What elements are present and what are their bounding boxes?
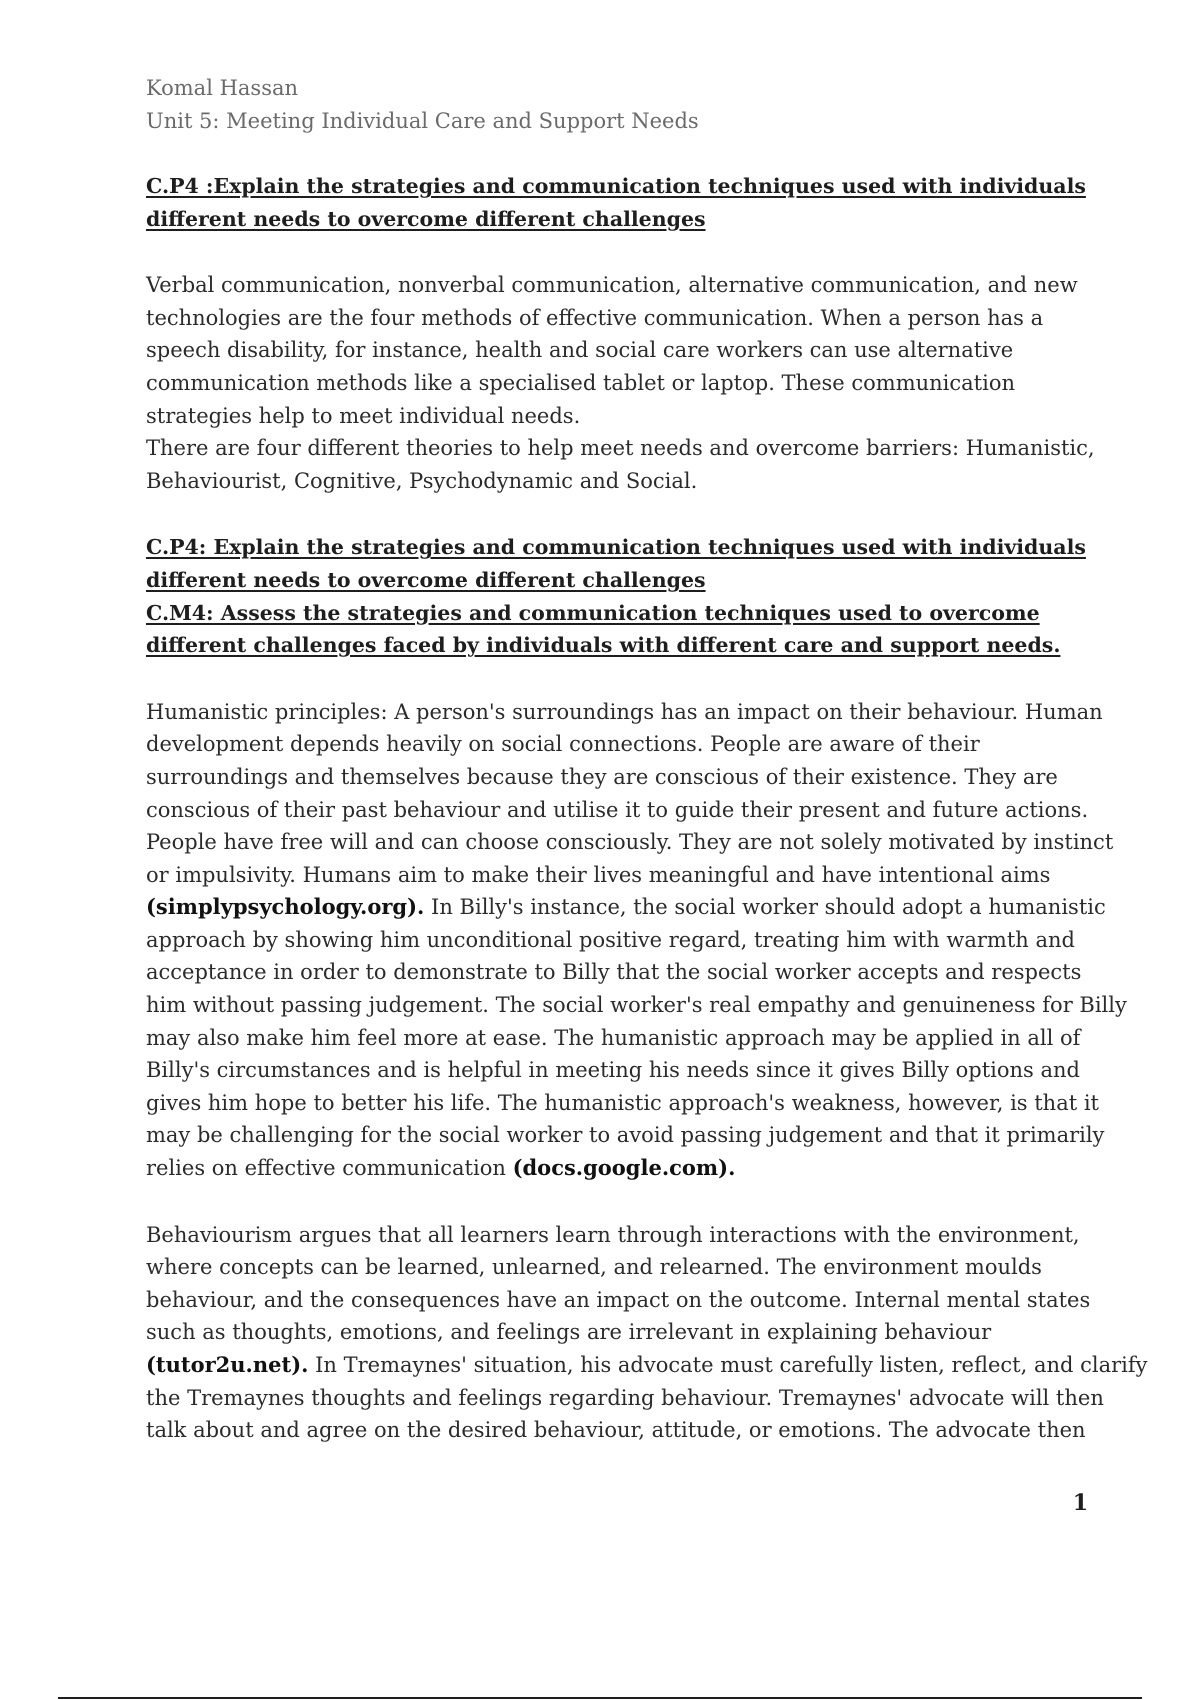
paragraph-line: Humanistic principles: A person's surroundings has an impact on their behaviour. Human [146,699,1103,724]
author-name: Komal Hassan [146,76,299,100]
section-2-heading [146,531,1096,661]
citation-simplypsychology: (simplypsychology.org). [146,894,425,920]
paragraph-line: conscious of their past behaviour and utilise it to guide their present and future actions. [146,797,1089,822]
paragraph-line: behaviour, and the consequences have an impact on the outcome. Internal mental states [146,1287,1091,1312]
document-page [146,72,1148,1447]
heading-line: C.M4: Assess the strategies and communication techniques used to overcome [146,600,1040,625]
paragraph-line: technologies are the four methods of effective communication. When a person has a [146,305,1044,330]
paragraph-line: There are four different theories to help meet needs and overcome barriers: Humanistic, [146,436,1095,461]
paragraph-line: Behaviourism argues that all learners learn through interactions with the environment, [146,1222,1080,1247]
paragraph-line: the Tremaynes thoughts and feelings regarding behaviour. Tremaynes' advocate will then [146,1385,1104,1410]
paragraph-line: talk about and agree on the desired behaviour, attitude, or emotions. The advocate then [146,1418,1086,1443]
paragraph-line: may be challenging for the social worker to avoid passing judgement and that it primarily [146,1123,1105,1148]
paragraph-line: acceptance in order to demonstrate to Billy that the social worker accepts and respects [146,960,1082,985]
heading-line: different needs to overcome different challenges [146,567,706,592]
paragraph-line: gives him hope to better his life. The humanistic approach's weakness, however, is that it [146,1090,1099,1115]
unit-title: Unit 5: Meeting Individual Care and Support Needs [146,109,699,133]
paragraph-line: People have free will and can choose consciously. They are not solely motivated by instinct [146,830,1114,855]
paragraph-line: Billy's circumstances and is helpful in meeting his needs since it gives Billy options and [146,1058,1080,1083]
paragraph-line [146,1152,1096,1185]
paragraph-line: or impulsivity. Humans aim to make their lives meaningful and have intentional aims [146,862,1051,887]
paragraph-line: such as thoughts, emotions, and feelings are irrelevant in explaining behaviour [146,1320,992,1345]
paragraph-line [146,1349,1148,1382]
paragraph-text: relies on effective communication [146,1156,513,1181]
paragraph-line: speech disability, for instance, health and social care workers can use alternative [146,338,1014,363]
paragraph-line: development depends heavily on social connections. People are aware of their [146,732,980,757]
communication-methods-paragraph [146,269,1096,497]
paragraph-line: where concepts can be learned, unlearned, and relearned. The environment moulds [146,1255,1042,1280]
heading-line: different challenges faced by individuals with different care and support needs. [146,633,1061,658]
paragraph-line: communication methods like a specialised tablet or laptop. These communication [146,370,1015,395]
humanistic-paragraph [146,696,1127,1185]
heading-line: C.P4 :Explain the strategies and communication techniques used with individuals [146,174,1086,198]
behaviourism-paragraph [146,1219,1148,1447]
citation-docs-google: (docs.google.com). [512,1155,736,1181]
paragraph-line [146,891,1106,924]
heading-line: different needs to overcome different challenges [146,206,706,231]
citation-tutor2u: (tutor2u.net). [146,1352,309,1377]
paragraph-line: surroundings and themselves because they are conscious of their existence. They are [146,764,1058,789]
footer-divider [58,1697,1142,1699]
paragraph-line: approach by showing him unconditional positive regard, treating him with warmth and [146,927,1075,952]
section-1-heading [146,170,1096,235]
paragraph-line: strategies help to meet individual needs. [146,403,581,428]
page-number: 1 [1072,1490,1088,1516]
paragraph-text: In Billy's instance, the social worker should adopt a humanistic [424,895,1106,920]
paragraph-line: him without passing judgement. The social worker's real empathy and genuineness for Billy [146,993,1127,1018]
heading-line: C.P4: Explain the strategies and communication techniques used with individuals [146,535,1086,560]
paragraph-text: In Tremaynes' situation, his advocate must carefully listen, reflect, and clarify [308,1353,1148,1377]
paragraph-line: Verbal communication, nonverbal communication, alternative communication, and new [146,273,1078,298]
paragraph-line: Behaviourist, Cognitive, Psychodynamic and Social. [146,468,698,493]
paragraph-line: may also make him feel more at ease. The humanistic approach may be applied in all of [146,1025,1081,1050]
